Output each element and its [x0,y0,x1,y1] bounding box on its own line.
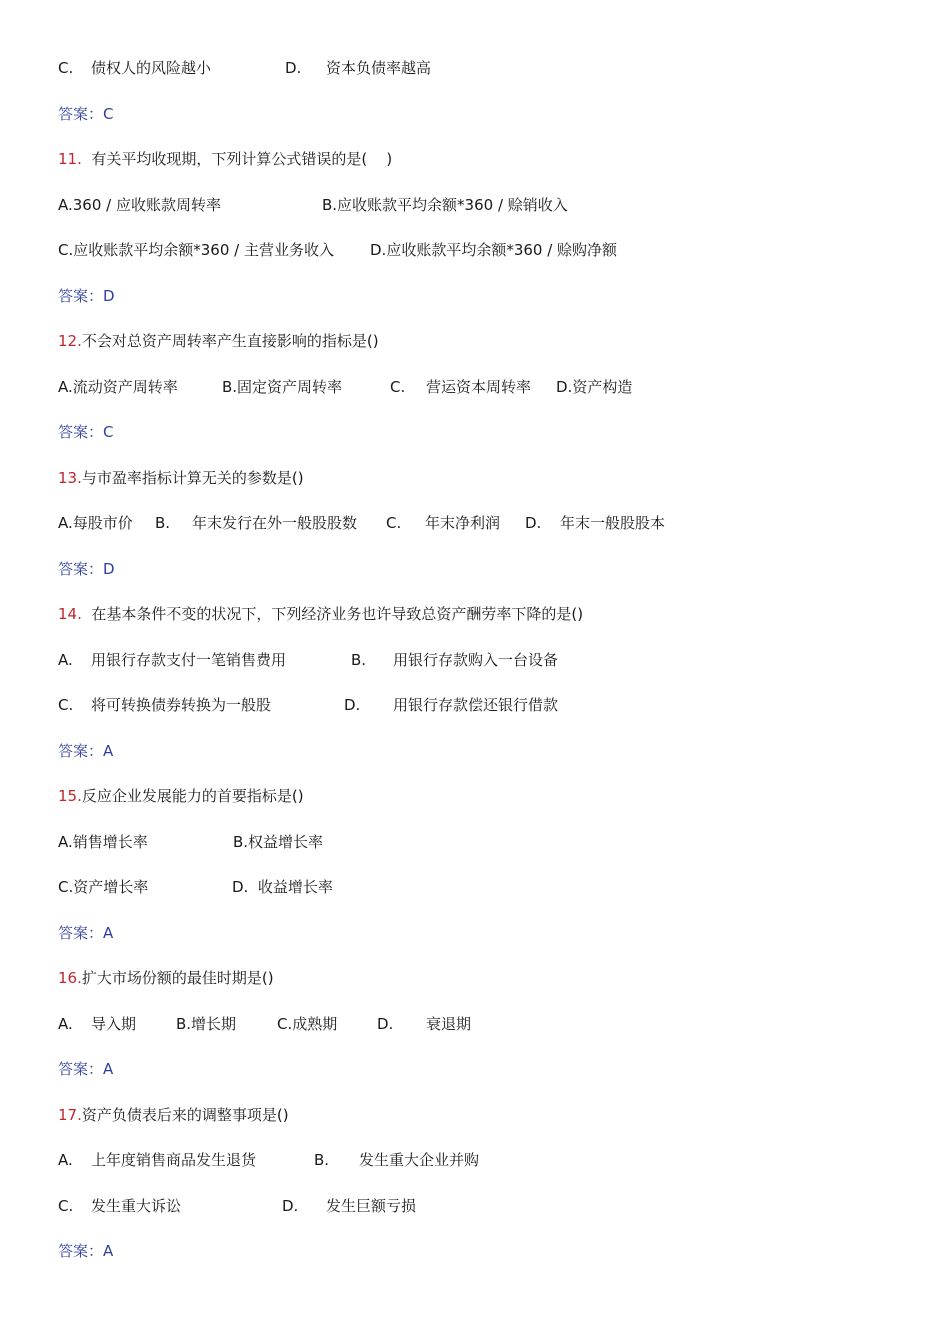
question-line [58,604,583,624]
answer-value: C [103,423,114,441]
option-segment: B.应收账款平均余额*360 / 赊销收入 [322,196,568,214]
option-segment: A. [58,1151,73,1169]
answer-line [58,286,115,306]
answer-label: 答案： [58,105,104,123]
question-line [58,149,392,169]
question-number: 15. [58,787,82,805]
option-segment: 用银行存款购入一台设备 [393,651,559,669]
answer-line [58,741,113,761]
question-text: 与市盈率指标计算无关的参数是() [81,469,304,487]
option-segment: A. [58,651,73,669]
answer-line [58,1059,113,1079]
answer-label: 答案： [58,1242,104,1260]
option-segment: 债权人的风险越小 [91,59,212,77]
answer-line [58,923,113,943]
option-segment: 发生重大诉讼 [91,1197,182,1215]
option-segment: D. 收益增长率 [232,878,333,896]
question-text: 不会对总资产周转率产生直接影响的指标是() [81,332,379,350]
option-segment: C.资产增长率 [58,878,149,896]
answer-value: A [103,924,114,942]
answer-value: D [103,287,115,305]
question-line [58,1105,289,1125]
option-segment: A. [58,1015,73,1033]
option-segment: 年末净利润 [425,514,501,532]
option-segment: A.每股市价 [58,514,133,532]
question-number: 12. [58,332,82,350]
answer-value: C [103,105,114,123]
option-segment: D. [285,59,302,77]
answer-label: 答案： [58,560,104,578]
question-number: 17. [58,1106,82,1124]
option-segment: 衰退期 [426,1015,472,1033]
question-text: 扩大市场份额的最佳时期是() [81,969,274,987]
question-line [58,468,304,488]
answer-value: A [103,1242,114,1260]
option-segment: B. [155,514,171,532]
question-line [58,968,274,988]
option-segment: A.360 / 应收账款周转率 [58,196,221,214]
option-segment: 资本负债率越高 [326,59,432,77]
option-segment: D. [525,514,542,532]
option-segment: D.资产构造 [556,378,633,396]
option-segment: B. [351,651,367,669]
question-text: 有关平均收现期，下列计算公式错误的是( ) [81,150,393,168]
option-segment: 用银行存款支付一笔销售费用 [91,651,287,669]
option-segment: C. [390,378,406,396]
answer-line [58,104,114,124]
option-segment: C.成熟期 [277,1015,338,1033]
option-segment: B.固定资产周转率 [222,378,343,396]
option-segment: C. [386,514,402,532]
question-number: 13. [58,469,82,487]
option-segment: D. [282,1197,299,1215]
answer-line [58,422,114,442]
option-segment: 导入期 [91,1015,137,1033]
option-segment: B. [314,1151,330,1169]
question-text: 反应企业发展能力的首要指标是() [81,787,304,805]
option-segment: B.增长期 [176,1015,237,1033]
option-segment: 用银行存款偿还银行借款 [393,696,559,714]
option-segment: B.权益增长率 [233,833,324,851]
answer-label: 答案： [58,423,104,441]
answer-value: A [103,742,114,760]
question-number: 16. [58,969,82,987]
answer-value: D [103,560,115,578]
option-segment: C. [58,59,74,77]
answer-label: 答案： [58,1060,104,1078]
option-segment: D. [344,696,361,714]
option-segment: C. [58,696,74,714]
option-segment: D.应收账款平均余额*360 / 赊购净额 [370,241,618,259]
answer-label: 答案： [58,287,104,305]
option-segment: 将可转换债券转换为一般股 [91,696,272,714]
question-number: 14. [58,605,82,623]
option-segment: A.销售增长率 [58,833,148,851]
option-segment: D. [377,1015,394,1033]
answer-label: 答案： [58,742,104,760]
option-segment: 年末发行在外一般股股数 [192,514,358,532]
answer-value: A [103,1060,114,1078]
option-segment: C.应收账款平均余额*360 / 主营业务收入 [58,241,334,259]
option-segment: 发生巨额亏损 [326,1197,417,1215]
question-line [58,331,379,351]
option-segment: C. [58,1197,74,1215]
question-number: 11. [58,150,82,168]
answer-line [58,1241,113,1261]
answer-line [58,559,115,579]
question-text: 在基本条件不变的状况下，下列经济业务也许导致总资产酬劳率下降的是() [81,605,584,623]
answer-label: 答案： [58,924,104,942]
option-segment: A.流动资产周转率 [58,378,178,396]
option-segment: 上年度销售商品发生退货 [91,1151,257,1169]
option-segment: 年末一般股股本 [560,514,666,532]
question-text: 资产负债表后来的调整事项是() [81,1106,289,1124]
option-segment: 营运资本周转率 [426,378,532,396]
question-line [58,786,304,806]
option-segment: 发生重大企业并购 [359,1151,480,1169]
